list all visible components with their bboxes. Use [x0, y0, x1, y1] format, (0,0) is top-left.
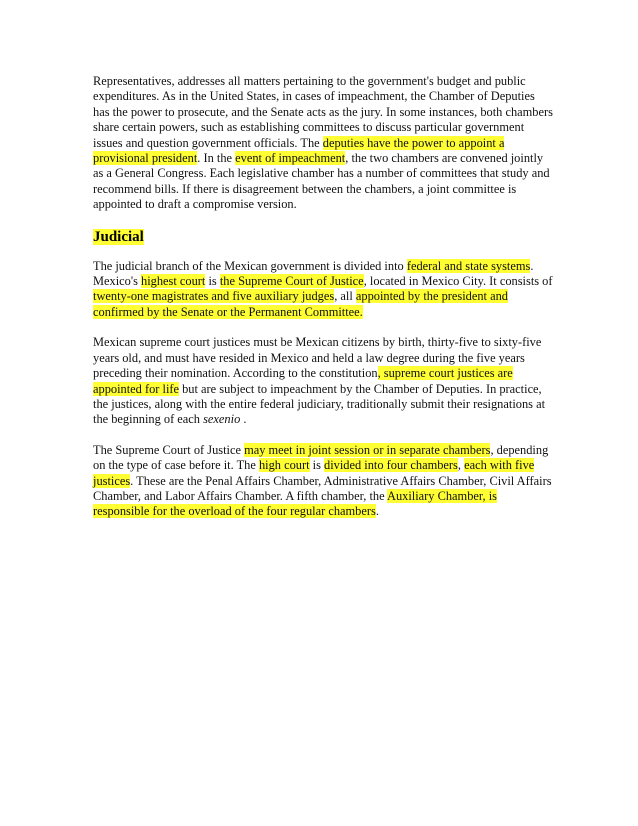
text-run: is [205, 274, 220, 289]
highlighted-text: appointed by the president and confirmed by the Senate or the Permanent Committee. [93, 289, 508, 319]
highlighted-text: event of impeachment [235, 151, 346, 166]
text-run: , located in Mexico City. It consists of [363, 274, 553, 289]
text-run: The judicial branch of the Mexican government is divided into [93, 258, 407, 273]
highlighted-text: Judicial [93, 228, 144, 245]
italic-text: sexenio [203, 412, 241, 427]
text-run: . [375, 504, 379, 519]
text-run: The Supreme Court of Justice [93, 442, 245, 457]
text-run: , [457, 458, 465, 473]
body-paragraph [93, 335, 553, 427]
text-run: but are subject to impeachment by the Chamber of Deputies. In practice, the justices, along with the entire federal judiciary, traditionally submit their resignations at the beginning of each [93, 381, 546, 427]
highlighted-text: deputies have the power to appoint a provisional president [93, 135, 505, 166]
highlighted-text: highest court [141, 274, 206, 289]
highlighted-text: each with five justices [93, 458, 535, 488]
text-run: . In the [197, 151, 236, 166]
highlighted-text: may meet in joint session or in separate chambers [244, 442, 491, 457]
document-body [93, 74, 553, 535]
body-paragraph [93, 74, 553, 213]
text-run: , depending on the type of case before it. The [93, 442, 549, 473]
text-run: . Mexico's [93, 258, 534, 289]
highlighted-text: twenty-one magistrates and five auxiliary judges [93, 289, 335, 304]
text-run: , all [334, 289, 356, 304]
text-run: . These are the Penal Affairs Chamber, Administrative Affairs Chamber, Civil Affairs Chamber, and Labor Affairs Chamber. A fifth chamber, the [93, 473, 552, 503]
text-run: , the two chambers are convened jointly as a General Congress. Each legislative chamber has a number of committees that study and recommend bills. If there is disagreement between the chambers, a joint committee is appointed to draft a compromise version. [93, 151, 550, 212]
body-paragraph [93, 259, 553, 321]
highlighted-text: federal and state systems [406, 258, 531, 273]
text-run: is [309, 458, 325, 473]
section-heading [93, 228, 553, 246]
highlighted-text: Auxiliary Chamber, is responsible for the overload of the four regular chambers [93, 488, 497, 519]
highlighted-text: divided into four chambers [324, 458, 458, 473]
highlighted-text: , supreme court justices are appointed for life [93, 366, 513, 396]
highlighted-text: high court [258, 458, 310, 473]
text-run: Mexican supreme court justices must be Mexican citizens by birth, thirty-five to sixty-five years old, and must have resided in Mexico and held a law degree during the five years preceding their nomination. According to the constitution [93, 335, 542, 381]
body-paragraph [93, 443, 553, 520]
text-run: . [240, 412, 247, 427]
highlighted-text: the Supreme Court of Justice [219, 274, 364, 289]
text-run: Representatives, addresses all matters pertaining to the government's budget and public expenditures. As in the United States, in cases of impeachment, the Chamber of Deputies has the power to prosecute, and the Senate acts as the jury. In some instances, both chambers share certain powers, such as establishing committees to discuss particular government issues and question government officials. The [93, 74, 553, 150]
